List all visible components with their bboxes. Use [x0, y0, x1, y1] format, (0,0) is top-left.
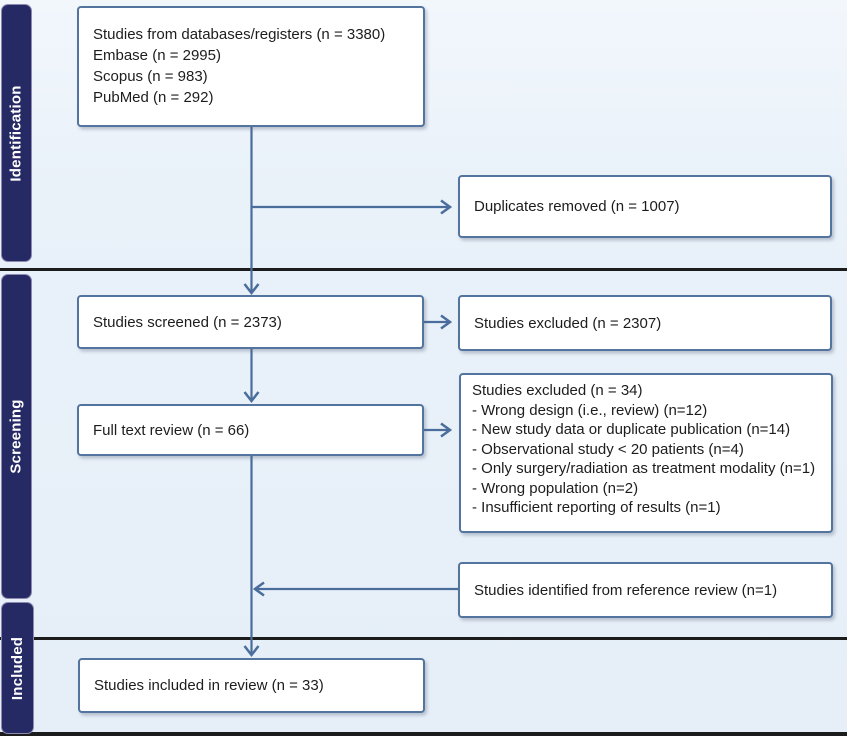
excluded-fulltext-title: Studies excluded (n = 34) [472, 382, 643, 399]
divider-screening-included [0, 637, 847, 640]
sidebar-section-included [1, 602, 34, 734]
sidebar-section-screening [1, 274, 32, 599]
divider-identification-screening [0, 268, 847, 271]
arrow-reference-to-mainline [255, 583, 458, 596]
databases-line-embase: Embase (n = 2995) [93, 47, 221, 64]
databases-line-scopus: Scopus (n = 983) [93, 68, 208, 85]
studies-included-text: Studies included in review (n = 33) [94, 677, 324, 694]
sidebar-label-identification: Identification [8, 84, 26, 182]
duplicates-removed-text: Duplicates removed (n = 1007) [474, 198, 680, 215]
sidebar-label-screening: Screening [8, 399, 26, 474]
arrow-fulltext-to-excluded [424, 424, 450, 437]
reference-review-text: Studies identified from reference review (n=1) [474, 581, 778, 599]
arrow-branch-to-duplicates [252, 201, 451, 214]
exclusion-reason: - Wrong population (n=2) [472, 479, 639, 497]
arrow-fulltext-to-included [245, 456, 259, 655]
box-studies-excluded-fulltext [459, 373, 833, 533]
studies-excluded-screening-text: Studies excluded (n = 2307) [474, 314, 662, 332]
box-full-text-review [77, 404, 424, 456]
databases-line-pubmed: PubMed (n = 292) [93, 89, 214, 106]
divider-bottom [0, 732, 847, 736]
arrow-screened-to-fulltext [245, 349, 259, 401]
exclusion-reason: - Only surgery/radiation as treatment modality (n=1) [472, 460, 816, 477]
box-duplicates-removed [458, 175, 832, 238]
exclusion-reason: - Insufficient reporting of results (n=1) [472, 499, 721, 516]
sidebar-section-identification [1, 4, 32, 262]
exclusion-reason: - Wrong design (i.e., review) (n=12) [472, 401, 708, 419]
box-studies-excluded-screening [458, 295, 832, 351]
box-databases-registers [77, 6, 425, 127]
exclusion-reason: - Observational study < 20 patients (n=4) [472, 440, 744, 458]
exclusion-reason: - New study data or duplicate publication (n=14) [472, 421, 791, 438]
box-studies-screened [77, 295, 424, 349]
databases-line-total: Studies from databases/registers (n = 3380) [93, 26, 386, 43]
full-text-review-text: Full text review (n = 66) [93, 421, 250, 439]
sidebar-label-included: Included [9, 636, 26, 700]
box-reference-review [458, 562, 833, 618]
studies-screened-text: Studies screened (n = 2373) [93, 313, 282, 331]
box-studies-included [78, 658, 425, 713]
arrow-screened-to-excluded [424, 316, 450, 329]
